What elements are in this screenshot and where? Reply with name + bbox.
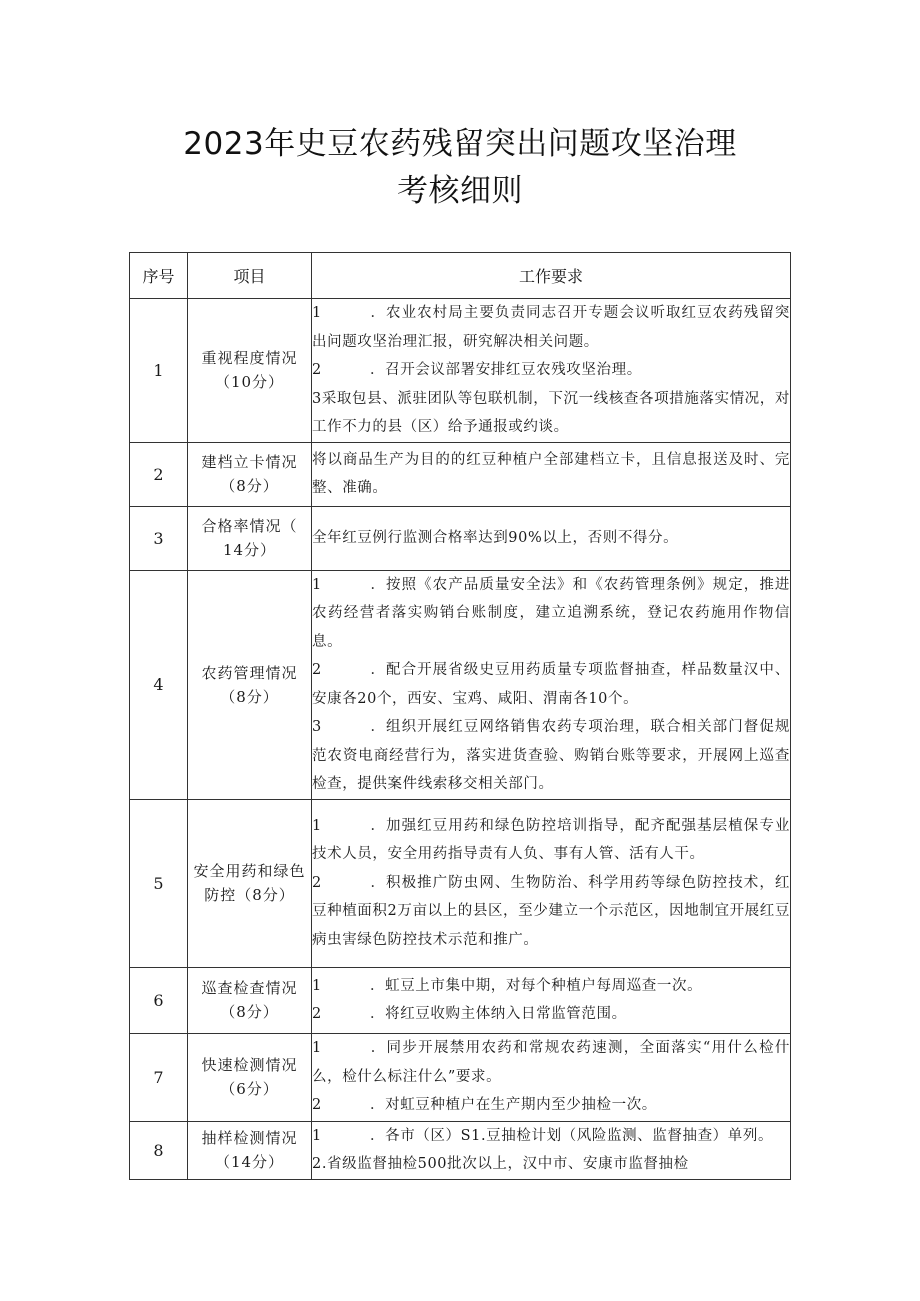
table-row (130, 799, 791, 967)
row-item-score: （14分） (214, 1153, 285, 1171)
header-no: 序号 (130, 253, 188, 299)
requirement-number: 2 (312, 662, 322, 678)
requirement-item (312, 869, 790, 955)
requirement-text: ．加强红豆用药和绿色防控培训指导，配齐配强基层植保专业技术人员，安全用药指导责有人负、事有人管、活有人干。 (312, 817, 790, 863)
row-item-line: 快速检测情况 (201, 1056, 298, 1074)
requirement-text: ．将红豆收购主体纳入日常监管范围。 (370, 1006, 627, 1022)
requirement-text: ．同步开展禁用农药和常规农药速测，全面落实“用什么检什么，检什么标注什么”要求。 (312, 1040, 790, 1085)
table-row (130, 570, 791, 799)
requirement-number: 1 (312, 305, 322, 321)
row-item (188, 442, 312, 506)
row-number: 8 (130, 1121, 188, 1179)
requirement-item (312, 972, 790, 1001)
row-item-line: 抽样检测情况 (201, 1129, 298, 1147)
row-item-line: 农药管理情况 (201, 663, 298, 682)
assessment-table (129, 252, 791, 1180)
requirement-item (312, 656, 790, 713)
row-item-score: （10分） (214, 373, 285, 392)
table-row (130, 299, 791, 443)
requirement-text: ．各市（区）S1.豆抽检计划（风险监测、监督抽查）单列。 (370, 1127, 774, 1144)
document-title-line2: 考核细则 (397, 173, 523, 209)
requirement-item (312, 1091, 790, 1120)
row-requirements (312, 1121, 791, 1179)
row-item-line: 合格率情况（ (201, 517, 298, 535)
row-number: 2 (130, 442, 188, 506)
table-row (130, 506, 791, 570)
table-header-row (130, 253, 791, 299)
requirement-number: 1 (312, 977, 322, 994)
document-title-line1: 2023年史豆农药残留突出问题攻坚治理 (183, 126, 737, 162)
row-item-line: 建档立卡情况 (201, 453, 298, 471)
requirement-text: 采取包县、派驻团队等包联机制，下沉一线核查各项措施落实情况，对工作不力的县（区）给予通报或约谈。 (312, 390, 790, 435)
requirement-item (312, 1150, 790, 1179)
row-number: 5 (130, 799, 188, 967)
requirement-item (312, 571, 790, 657)
requirement-number: 1 (312, 576, 322, 593)
row-requirements (312, 299, 791, 443)
row-requirements (312, 506, 791, 570)
requirement-text: ．组织开展红豆网络销售农药专项治理，联合相关部门督促规范农资电商经营行为，落实进货查验、购销台账等要求，开展网上巡查检查，提供案件线索移交相关部门。 (312, 719, 790, 792)
requirement-text: ．积极推广防虫网、生物防治、科学用药等绿色防控技术，红豆种植面积2万亩以上的县区，至少建立一个示范区，因地制宜开展红豆病虫害绿色防控技术示范和推广。 (312, 874, 790, 948)
row-item (188, 299, 312, 443)
row-number: 6 (130, 967, 188, 1033)
row-item-score: 防控（8分） (204, 886, 295, 904)
header-item: 项目 (188, 253, 312, 299)
requirement-item (312, 812, 790, 869)
row-requirements (312, 570, 791, 799)
requirement-number: 2 (312, 362, 322, 378)
row-item (188, 570, 312, 799)
requirement-number: 2. (312, 1156, 328, 1172)
requirement-number: 2 (312, 1006, 322, 1022)
requirement-item (312, 299, 790, 356)
requirement-item (312, 524, 790, 553)
row-item (188, 967, 312, 1033)
row-item-line: 安全用药和绿色 (193, 862, 306, 880)
row-number: 4 (130, 570, 188, 799)
requirement-text: ．农业农村局主要负责同志召开专题会议听取红豆农药残留突出问题攻坚治理汇报，研究解决相关问题。 (312, 305, 790, 350)
row-item-line: 重视程度情况 (201, 349, 298, 368)
table-row (130, 1033, 791, 1121)
row-requirements (312, 1033, 791, 1121)
requirement-item (312, 713, 790, 799)
requirement-text: ．按照《农产品质量安全法》和《农药管理条例》规定，推进农药经营者落实购销台账制度，建立追溯系统，登记农药施用作物信息。 (312, 576, 790, 650)
row-item (188, 1121, 312, 1179)
requirement-number: 1 (312, 1040, 322, 1057)
row-number: 1 (130, 299, 188, 443)
requirement-number: 2 (312, 1097, 322, 1114)
header-requirements: 工作要求 (312, 253, 791, 299)
requirement-text: 将以商品生产为目的的红豆种植户全部建档立卡，且信息报送及时、完整、准确。 (312, 451, 790, 496)
requirement-text: ．虹豆上市集中期，对每个种植户每周巡查一次。 (370, 977, 703, 994)
row-item-score: （8分） (220, 687, 279, 706)
row-number: 7 (130, 1033, 188, 1121)
requirement-item (312, 385, 790, 442)
table-row (130, 1121, 791, 1179)
requirement-item (312, 1000, 790, 1029)
row-requirements (312, 967, 791, 1033)
requirement-number: 1 (312, 817, 322, 834)
requirement-text: 全年红豆例行监测合格率达到90%以上，否则不得分。 (312, 529, 679, 546)
row-requirements (312, 799, 791, 967)
row-number: 3 (130, 506, 188, 570)
requirement-text: ．配合开展省级史豆用药质量专项监督抽查，样品数量汉中、安康各20个，西安、宝鸡、咸阳、渭南各10个。 (312, 662, 790, 707)
requirement-item (312, 1034, 790, 1091)
row-item-score: （8分） (220, 1003, 279, 1021)
requirement-item (312, 446, 790, 503)
requirement-number: 2 (312, 874, 322, 891)
table-row (130, 967, 791, 1033)
row-item-score: （6分） (220, 1080, 279, 1098)
row-item-score: （8分） (220, 477, 279, 495)
row-item-line: 巡查检查情况 (201, 979, 298, 997)
requirement-text: 省级监督抽检500批次以上，汉中市、安康市监督抽检 (327, 1156, 689, 1172)
requirement-number: 1 (312, 1127, 322, 1144)
row-item-score: 14分） (222, 541, 277, 559)
row-item (188, 506, 312, 570)
row-item (188, 799, 312, 967)
requirement-item (312, 356, 790, 385)
requirement-text: ．对虹豆种植户在生产期内至少抽检一次。 (370, 1097, 657, 1114)
requirement-item (312, 1122, 790, 1151)
row-requirements (312, 442, 791, 506)
requirement-text: ．召开会议部署安排红豆农残攻坚治理。 (370, 362, 642, 378)
requirement-number: 3 (312, 719, 322, 735)
row-item (188, 1033, 312, 1121)
table-row (130, 442, 791, 506)
requirement-number: 3 (312, 390, 322, 407)
